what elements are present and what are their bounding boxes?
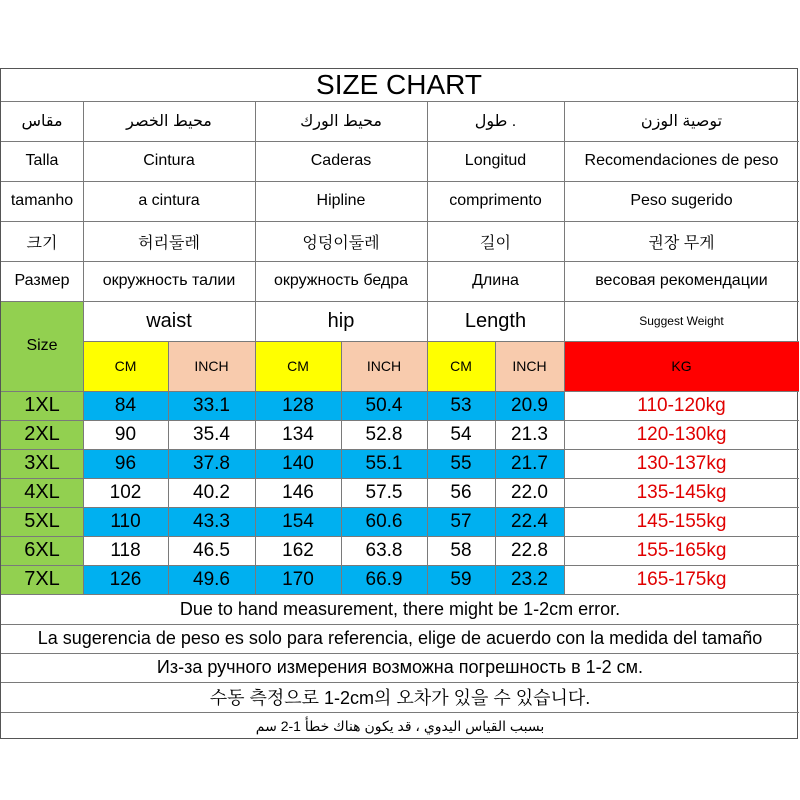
measure-len-cm: 56 — [450, 481, 472, 503]
grid-line — [1, 682, 799, 683]
measure-len-in: 22.0 — [511, 481, 548, 503]
hip-header: hip — [327, 309, 355, 332]
grid-line — [1, 653, 799, 654]
measure-len-in: 21.3 — [511, 423, 548, 445]
measure-hip-in: 55.1 — [341, 449, 427, 478]
measure-waist-in: 33.1 — [168, 391, 255, 420]
lang-row-waist-label: Cintura — [143, 152, 195, 169]
grid-line — [255, 101, 256, 594]
measure-len-in: 22.8 — [511, 539, 548, 561]
grid-line — [1, 301, 799, 302]
measure-hip-in: 60.6 — [341, 507, 427, 536]
grid-line — [341, 341, 342, 594]
lang-row-length-label: طول . — [474, 113, 517, 130]
lang-row-waist-label: a cintura — [138, 192, 200, 209]
size-label: 3XL — [1, 449, 83, 478]
measure-hip-cm: 134 — [282, 423, 314, 445]
lang-row-hip-label: окружность бедра — [273, 272, 408, 289]
inch-unit-header: INCH — [495, 341, 564, 391]
measure-waist-cm: 84 — [83, 391, 168, 420]
lang-row-length-label: 길이 — [480, 234, 511, 252]
inch-unit-header: INCH — [341, 341, 427, 391]
measure-len-cm: 58 — [450, 539, 472, 561]
title-divider — [1, 101, 799, 102]
grid-line — [1, 478, 799, 479]
measure-hip-cm: 146 — [282, 481, 314, 503]
size-chart — [0, 68, 798, 739]
lang-row-waist-label: окружность талии — [102, 272, 236, 289]
measure-len-cm: 55 — [427, 449, 495, 478]
measure-waist-in: 37.8 — [168, 449, 255, 478]
measure-len-cm: 54 — [450, 423, 472, 445]
lang-row-weight-label: 권장 무게 — [648, 234, 715, 252]
grid-line — [83, 341, 799, 342]
weight-recommendation: 145-155kg — [636, 510, 727, 532]
measure-waist-in: 43.3 — [168, 507, 255, 536]
grid-line — [1, 261, 799, 262]
weight-recommendation: 110-120kg — [637, 394, 726, 416]
grid-line — [1, 181, 799, 182]
lang-row-size-label: tamanho — [10, 192, 74, 209]
measure-len-in: 20.9 — [495, 391, 564, 420]
size-label: 1XL — [1, 391, 83, 420]
lang-row-weight-label: توصية الوزن — [640, 113, 723, 130]
measure-len-cm: 53 — [427, 391, 495, 420]
measure-len-in: 21.7 — [495, 449, 564, 478]
grid-line — [1, 507, 799, 508]
measure-waist-in: 40.2 — [193, 481, 230, 503]
grid-line — [1, 449, 799, 450]
measure-waist-cm: 110 — [83, 507, 168, 536]
lang-row-size-label: مقاس — [21, 113, 63, 130]
size-label: 2XL — [1, 420, 83, 449]
measure-hip-cm: 154 — [255, 507, 341, 536]
grid-line — [1, 536, 799, 537]
weight-recommendation: 155-165kg — [636, 539, 727, 561]
grid-line — [83, 101, 84, 594]
measure-hip-in: 52.8 — [365, 423, 403, 445]
measure-waist-in: 35.4 — [193, 423, 230, 445]
lang-row-length-label: comprimento — [449, 192, 542, 209]
measure-hip-in: 57.5 — [365, 481, 403, 503]
grid-line — [168, 341, 169, 594]
measure-len-in: 23.2 — [495, 565, 564, 594]
weight-recommendation: 120-130kg — [636, 423, 727, 445]
measure-waist-cm: 118 — [110, 539, 141, 561]
lang-row-size-label: 크기 — [26, 234, 58, 252]
measure-hip-cm: 170 — [255, 565, 341, 594]
size-label: 7XL — [1, 565, 83, 594]
measure-hip-in: 66.9 — [341, 565, 427, 594]
length-header: Length — [464, 309, 527, 332]
error-note: Due to hand measurement, there might be 1-2cm error. — [179, 598, 621, 619]
lang-row-weight-label: Peso sugerido — [630, 192, 733, 209]
grid-line — [1, 712, 799, 713]
lang-row-length-label: Длина — [472, 272, 519, 289]
waist-header: waist — [146, 309, 192, 332]
grid-line — [1, 391, 799, 392]
measure-hip-cm: 128 — [255, 391, 341, 420]
measure-hip-in: 63.8 — [365, 539, 403, 561]
lang-row-weight-label: Recomendaciones de peso — [584, 152, 779, 169]
cm-unit-header: CM — [83, 341, 168, 391]
error-note: بسبب القياس اليدوي ، قد يكون هناك خطأ 1-2 سم — [255, 717, 545, 734]
grid-line — [1, 565, 799, 566]
grid-line — [1, 594, 799, 595]
lang-row-waist-label: محيط الخصر — [126, 113, 212, 130]
lang-row-weight-label: весовая рекомендации — [595, 272, 768, 289]
measure-hip-cm: 162 — [282, 539, 314, 561]
measure-len-in: 22.4 — [495, 507, 564, 536]
weight-recommendation: 130-137kg — [636, 452, 727, 474]
inch-unit-header: INCH — [168, 341, 255, 391]
error-note: 수동 측정으로 1-2cm의 오차가 있을 수 있습니다. — [209, 688, 591, 708]
measure-waist-in: 49.6 — [168, 565, 255, 594]
measure-waist-cm: 90 — [114, 423, 137, 445]
lang-row-hip-label: Caderas — [310, 152, 372, 169]
measure-hip-in: 50.4 — [341, 391, 427, 420]
suggest-weight-header: Suggest Weight — [639, 314, 724, 328]
size-label: 4XL — [1, 478, 83, 507]
measure-len-cm: 57 — [427, 507, 495, 536]
measure-len-cm: 59 — [427, 565, 495, 594]
cm-unit-header: CM — [255, 341, 341, 391]
measure-waist-cm: 102 — [109, 481, 142, 503]
size-label: 5XL — [1, 507, 83, 536]
grid-line — [1, 624, 799, 625]
measure-waist-cm: 96 — [83, 449, 168, 478]
cm-unit-header: CM — [427, 341, 495, 391]
error-note: Из-за ручного измерения возможна погрешность в 1-2 см. — [156, 657, 644, 677]
grid-line — [495, 341, 496, 594]
grid-line — [1, 221, 799, 222]
kg-unit-header: KG — [564, 341, 799, 391]
grid-line — [1, 420, 799, 421]
measure-waist-cm: 126 — [83, 565, 168, 594]
grid-line — [427, 101, 428, 594]
size-label: 6XL — [1, 536, 83, 565]
chart-title: SIZE CHART — [316, 69, 482, 100]
grid-line — [1, 141, 799, 142]
lang-row-size-label: Talla — [25, 152, 59, 169]
lang-row-hip-label: محيط الورك — [300, 113, 382, 130]
lang-row-hip-label: 엉덩이둘레 — [302, 234, 380, 252]
lang-row-size-label: Размер — [14, 272, 70, 289]
weight-recommendation: 135-145kg — [636, 481, 727, 503]
error-note: La sugerencia de peso es solo para referencia, elige de acuerdo con la medida del tamaño — [37, 628, 763, 648]
lang-row-hip-label: Hipline — [316, 192, 366, 209]
lang-row-waist-label: 허리둘레 — [138, 234, 200, 252]
size-column-header: Size — [1, 301, 83, 391]
weight-recommendation: 165-175kg — [636, 568, 727, 590]
grid-line — [564, 101, 565, 594]
measure-hip-cm: 140 — [255, 449, 341, 478]
measure-waist-in: 46.5 — [193, 539, 230, 561]
lang-row-length-label: Longitud — [464, 152, 527, 169]
